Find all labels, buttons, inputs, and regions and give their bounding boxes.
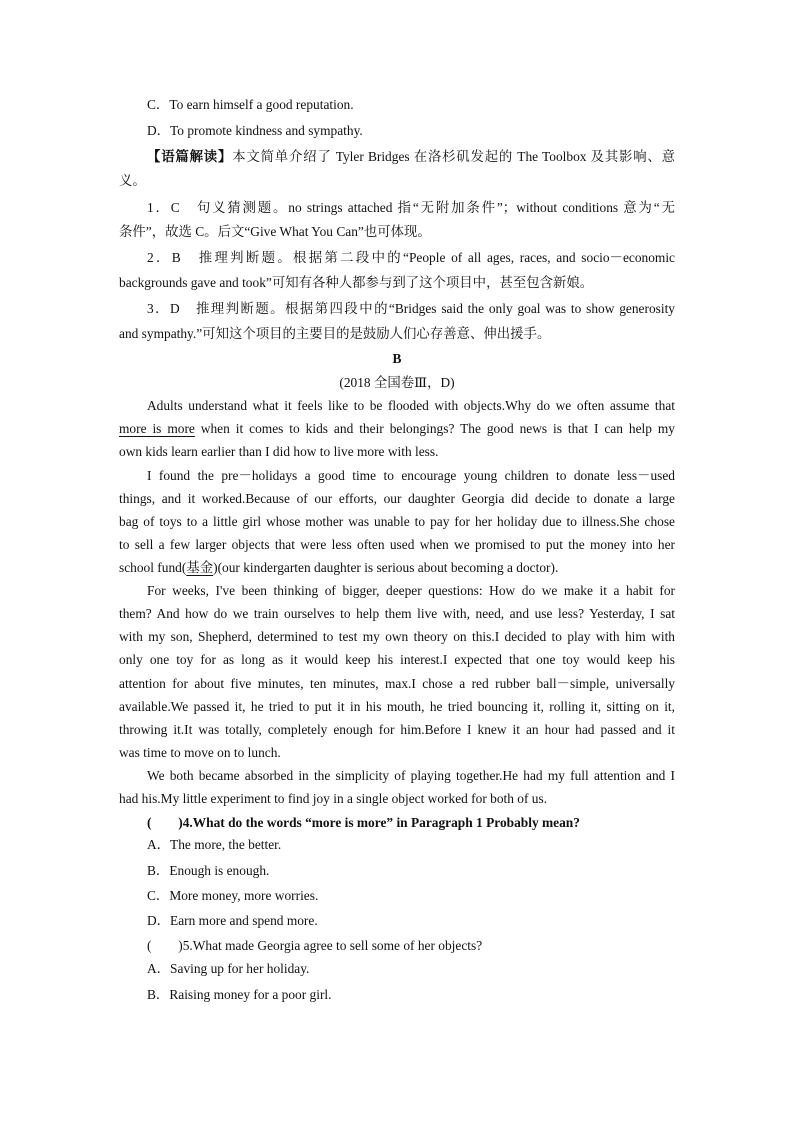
passage-p2-line-4: to sell a few larger objects that were less often used when we promised to put the money into her	[119, 537, 675, 552]
passage-p2-line-3: bag of toys to a little girl whose mother was unable to pay for her holiday due to illness.She chose	[119, 514, 675, 529]
analysis-tag: 【语篇解读】	[147, 149, 233, 164]
answer-3-line-1: 3．D 推理判断题。根据第四段中的“Bridges said the only goal was to show generosity	[147, 301, 675, 316]
question-4-option-c: C．More money, more worries.	[147, 888, 319, 903]
underlined-gloss: 基金	[186, 560, 214, 575]
analysis-text: 本文简单介绍了 Tyler Bridges 在洛杉矶发起的 The Toolbox 及其影响、意	[232, 149, 675, 164]
question-5-stem: ( )5.What made Georgia agree to sell some of her objects?	[147, 938, 483, 953]
prev-option-d: D．To promote kindness and sympathy.	[147, 123, 363, 138]
passage-p3-line-8: was time to move on to lunch.	[119, 745, 281, 760]
section-letter: B	[392, 351, 402, 366]
passage-p2-line-2: things, and it worked.Because of our efforts, our daughter Georgia did decide to donate a large	[119, 491, 675, 506]
passage-p4-line-1: We both became absorbed in the simplicity of playing together.He had my full attention and I	[147, 768, 675, 783]
question-5-option-a: A．Saving up for her holiday.	[147, 961, 310, 976]
answer-2-line-1: 2．B 推理判断题。根据第二段中的“People of all ages, races, and socio－economic	[147, 250, 675, 265]
passage-p3-line-1: For weeks, I've been thinking of bigger, deeper questions: How do we make it a habit for	[147, 583, 675, 598]
passage-p2-line-5: school fund(基金)(our kindergarten daughter is serious about becoming a doctor).	[119, 560, 559, 575]
answer-1-line-2: 条件”，故选 C。后文“Give What You Can”也可体现。	[119, 224, 431, 239]
passage-p3-line-7: throwing it.It was totally, completely enough for him.Before I knew it an hour had passed and it	[119, 722, 675, 737]
analysis-line-1	[147, 148, 675, 166]
answer-2-line-2: backgrounds gave and took”可知有各种人都参与到了这个项目中，甚至包含新娘。	[119, 275, 594, 290]
prev-option-c: C．To earn himself a good reputation.	[147, 97, 354, 112]
passage-p3-line-5: attention for about five minutes, ten minutes, max.I chose a red rubber ball－simple, universally	[119, 676, 675, 691]
passage-p3-line-3: with my son, Shepherd, determined to test my own theory on this.I decided to play with him with	[119, 629, 675, 644]
passage-p3-line-2: them? And how do we train ourselves to help them live with, need, and use less? Yesterday, I sat	[119, 606, 675, 621]
passage-p2-line-1: I found the pre－holidays a good time to encourage young children to donate less－used	[147, 468, 675, 483]
question-5-option-b: B．Raising money for a poor girl.	[147, 987, 332, 1002]
question-4-option-b: B．Enough is enough.	[147, 863, 270, 878]
passage-p4-line-2: had his.My little experiment to find joy in a single object worked for both of us.	[119, 791, 548, 806]
answer-1-line-1: 1．C 句义猜测题。no strings attached 指“无附加条件”；without conditions 意为“无	[147, 200, 675, 215]
analysis-line-2: 义。	[119, 173, 146, 188]
passage-p3-line-6: available.We passed it, he tried to put it in his mouth, he tried bouncing it, rolling it, sitting on it,	[119, 699, 675, 714]
question-4-option-d: D．Earn more and spend more.	[147, 913, 318, 928]
answer-3-line-2: and sympathy.”可知这个项目的主要目的是鼓励人们心存善意、伸出援手。	[119, 326, 551, 341]
passage-p1-line-2: more is more when it comes to kids and their belongings? The good news is that I can help my	[119, 421, 676, 436]
question-4-stem: ( )4.What do the words “more is more” in Paragraph 1 Probably mean?	[147, 815, 580, 830]
passage-p1-line-3: own kids learn earlier than I did how to live more with less.	[119, 444, 439, 459]
passage-p3-line-4: only one toy for as long as it would keep his interest.I expected that one toy would keep his	[119, 652, 675, 667]
passage-p1-line-1: Adults understand what it feels like to be flooded with objects.Why do we often assume that	[147, 398, 675, 413]
underlined-phrase: more is more	[119, 421, 195, 436]
section-source: (2018 全国卷Ⅲ，D)	[339, 375, 455, 390]
question-4-option-a: A．The more, the better.	[147, 837, 282, 852]
